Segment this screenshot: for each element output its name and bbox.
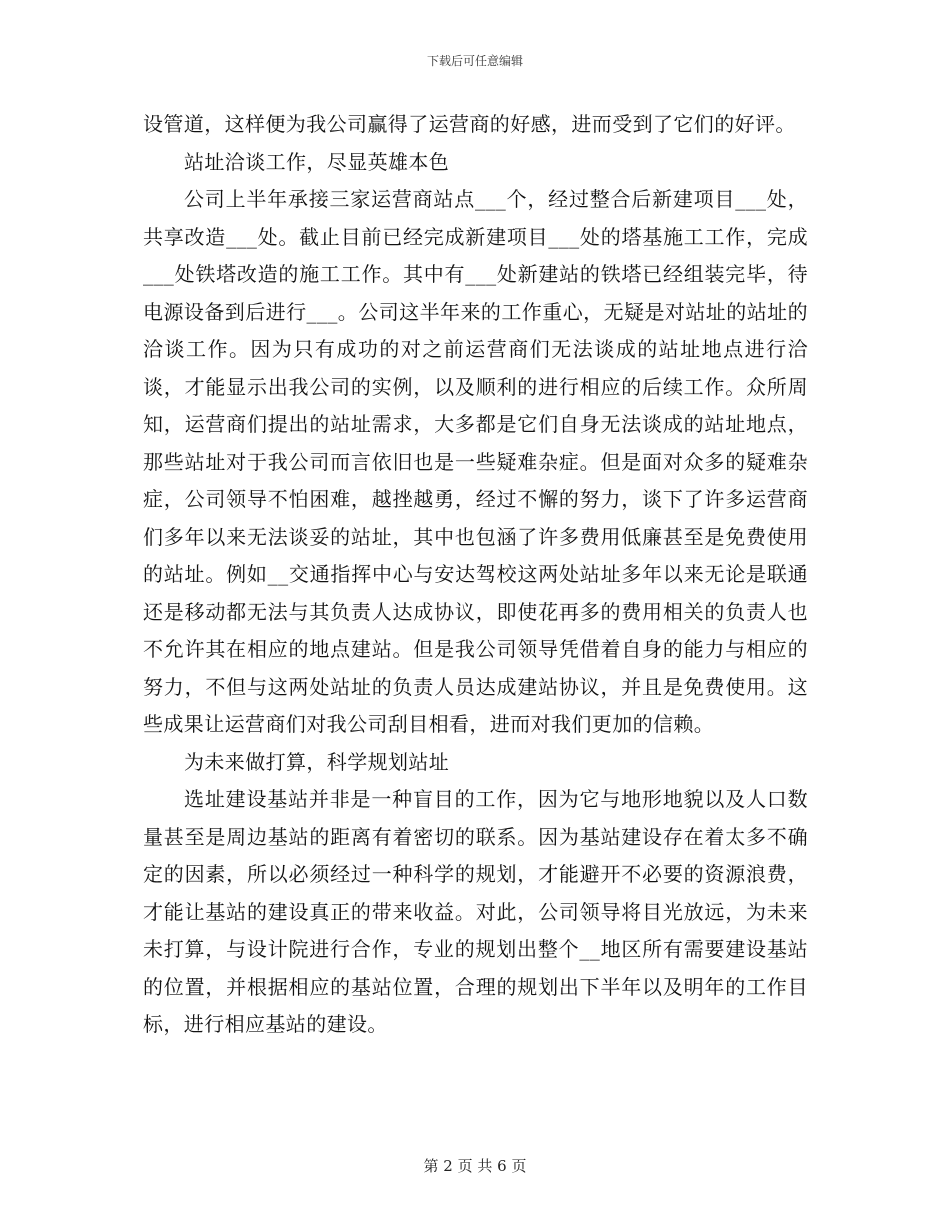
paragraph-continuation: 设管道，这样便为我公司赢得了运营商的好感，进而受到了它们的好评。: [143, 112, 796, 136]
document-body: [143, 106, 808, 1044]
page-header: 下载后可任意编辑: [426, 54, 523, 68]
paragraph-site-planning: 选址建设基站并非是一种盲目的工作，因为它与地形地貌以及人口数量甚至是周边基站的距离有着密切的联系。因为基站建设存在着太多不确定的因素，所以必须经过一种科学的规划，才能避开不必要的资源浪费，才能让基站的建设真正的带来收益。对此，公司领导将目光放远，为未来未打算，与设计院进行合作，专业的规划出整个__地区所有需要建设基站的位置，并根据相应的基站位置，合理的规划出下半年以及明年的工作目标，进行相应基站的建设。: [143, 787, 808, 1036]
section-heading-site-planning: 为未来做打算，科学规划站址: [184, 749, 450, 774]
paragraph-site-negotiation: 公司上半年承接三家运营商站点___个，经过整合后新建项目___处，共享改造___处。截止目前已经完成新建项目___处的塔基施工工作，完成___处铁塔改造的施工工作。其中有___处新建站的铁塔已经组装完毕，待电源设备到后进行___。公司这半年来的工作重心，无疑是对站址的站址的洽谈工作。因为只有成功的对之前运营商们无法谈成的站址地点进行洽谈，才能显示出我公司的实例，以及顺利的进行相应的后续工作。众所周知，运营商们提出的站址需求，大多都是它们自身无法谈成的站址地点，那些站址对于我公司而言依旧也是一些疑难杂症。但是面对众多的疑难杂症，公司领导不怕困难，越挫越勇，经过不懈的努力，谈下了许多运营商们多年以来无法谈妥的站址，其中也包涵了许多费用低廉甚至是免费使用的站址。例如__交通指挥中心与安达驾校这两处站址多年以来无论是联通还是移动都无法与其负责人达成协议，即使花再多的费用相关的负责人也不允许其在相应的地点建站。但是我公司领导凭借着自身的能力与相应的努力，不但与这两处站址的负责人员达成建站协议，并且是免费使用。这些成果让运营商们对我公司刮目相看，进而对我们更加的信赖。: [143, 187, 808, 736]
section-heading-site-negotiation: 站址洽谈工作，尽显英雄本色: [184, 149, 450, 174]
page-number: 第 2 页 共 6 页: [423, 1157, 527, 1175]
